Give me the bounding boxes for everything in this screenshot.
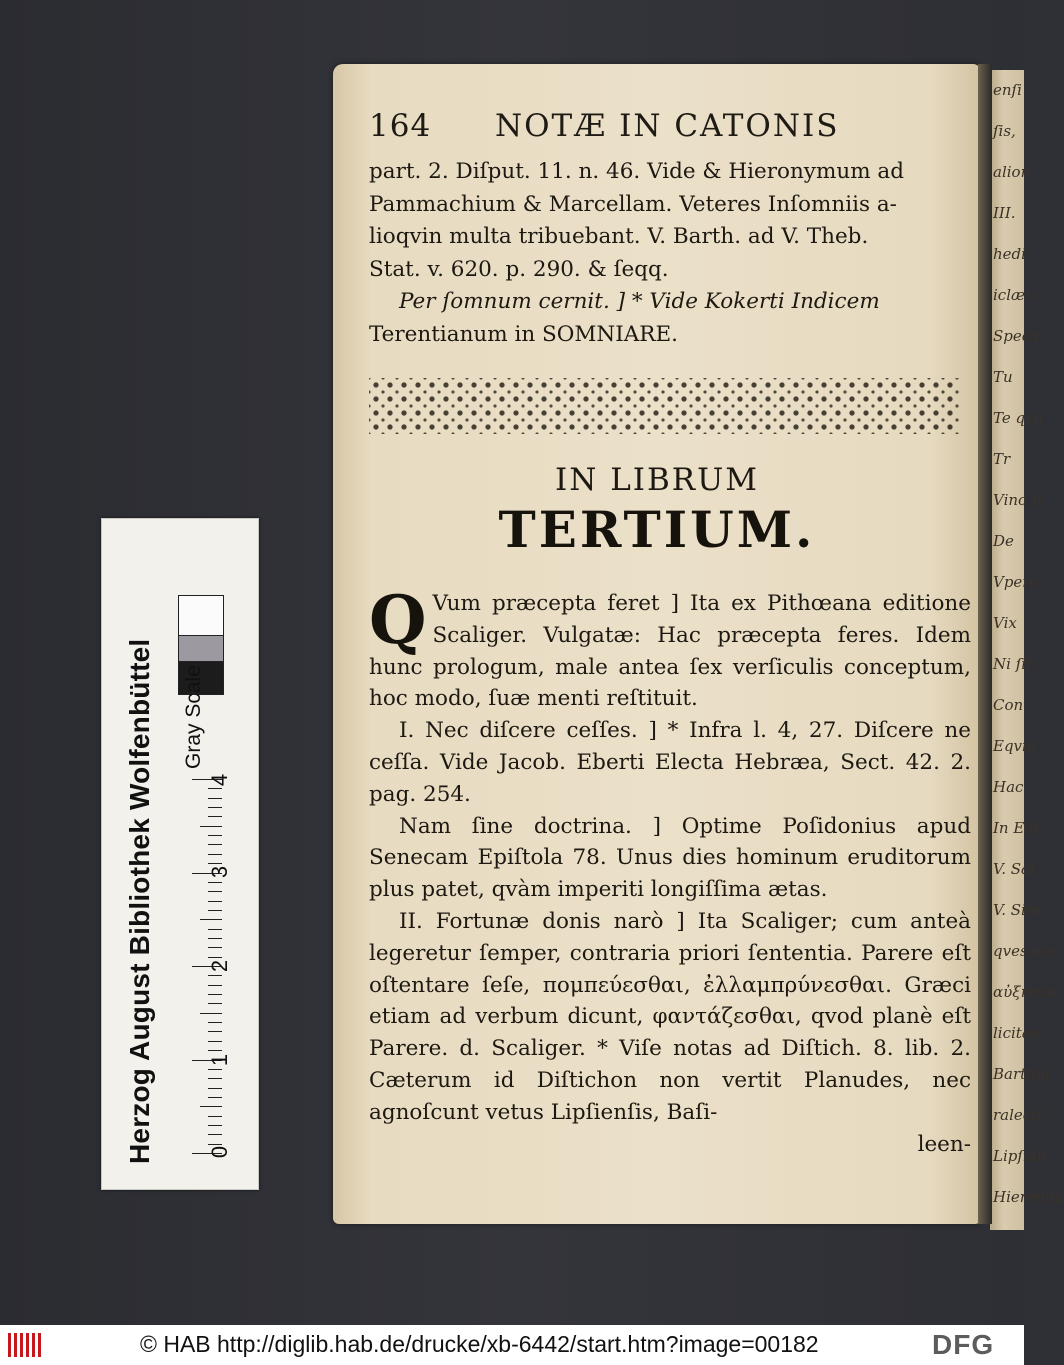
text-line: Stat. v. 620. p. 290. & ſeqq. xyxy=(369,256,669,282)
facing-fragment: αὐξήσεσ xyxy=(993,983,1059,1001)
ruler-tick xyxy=(208,816,222,817)
ruler-tick xyxy=(208,901,222,902)
ruler-tick xyxy=(208,1031,222,1032)
facing-fragment: Barthiu xyxy=(993,1065,1051,1083)
gutter-shadow xyxy=(978,64,992,1224)
facing-fragment: alion xyxy=(993,163,1031,181)
ruler-tick xyxy=(208,994,222,995)
lemma: Per ſomnum cernit. ] * Vide Kokerti Indicem xyxy=(399,289,880,314)
text-line xyxy=(369,286,969,319)
ruler-tick xyxy=(208,1022,222,1023)
ruler-tick xyxy=(208,891,222,892)
paragraph xyxy=(369,581,971,715)
paragraph: II. Fortunæ donis narò ] Ita Scaliger; cum anteà legeretur ſemper, contraria priori ſententia. Parere eſt oſtentare ſeſe, πομπεύεσθαι, ἐλλαμπρύνεσθαι. Græci etiam ad verbum dicunt, φαντάζεσθαι, qvod planè eſt Parere. d. Scaliger. * Viſe notas ad Diſtich. 8. lib. 2. Cæterum id Diſtichon non vertit Planudes, nec agnoſcunt vetus Lipſienſis, Baſi- xyxy=(369,908,971,1125)
paragraph-text: Vum præcepta feret ] Ita ex Pithœana editione Scaliger. Vulgatæ: Hac præcepta feres. Idem hunc prologum, male antea ſex verſiculis conceptum, hoc modo, ſuæ menti reſtituit. xyxy=(369,591,971,712)
ruler-tick xyxy=(208,1050,222,1051)
ruler-tick xyxy=(208,844,222,845)
text-line: part. 2. Diſput. 11. n. 46. Vide & Hieronymum ad xyxy=(369,159,904,184)
ruler-tick xyxy=(208,788,222,789)
ruler-tick xyxy=(208,807,222,808)
facing-fragment: In Edi xyxy=(993,819,1039,837)
ruler-tick xyxy=(208,1134,222,1135)
facing-fragment: Te qvo xyxy=(993,409,1043,427)
section-heading-large: TERTIUM. xyxy=(498,500,816,559)
running-title: NOTÆ IN CATONIS xyxy=(495,108,840,144)
ruler-tick xyxy=(208,975,222,976)
ruler-tick xyxy=(208,1078,222,1079)
ruler-tick xyxy=(200,1013,222,1014)
facing-fragment: Speca xyxy=(993,327,1040,345)
ruler-tick xyxy=(200,826,222,827)
ruler-tick xyxy=(208,929,222,930)
text-line: Pammachium & Marcellam. Veteres Inſomniis a- xyxy=(369,191,897,217)
book-page xyxy=(333,64,981,1224)
printers-ornament xyxy=(369,378,959,434)
ruler-tick xyxy=(208,1003,222,1004)
ruler-tick xyxy=(208,863,222,864)
facing-fragment: ralecti xyxy=(993,1106,1043,1124)
gray-swatch xyxy=(178,635,224,663)
ruler-tick xyxy=(208,947,222,948)
facing-fragment: De xyxy=(993,532,1014,550)
ruler-tick xyxy=(208,1088,222,1089)
institution-label: Herzog August Bibliothek Wolfenbüttel xyxy=(124,638,155,1164)
facing-fragment: Vino p xyxy=(993,491,1042,509)
ruler-tick xyxy=(200,919,222,920)
paragraph: Nam ſine doctrina. ] Optime Poſidonius apud Senecam Epiſtola 78. Unus dies hominum eruditorum plus patet, qvàm imperiti longiſſima ætas. xyxy=(369,813,971,903)
hab-logo-icon xyxy=(8,1333,44,1357)
facing-fragment: Vpere xyxy=(993,573,1039,591)
facing-fragment: III. xyxy=(993,204,1016,222)
facing-fragment: Tu xyxy=(993,368,1013,386)
copyright-url[interactable]: © HAB http://diglib.hab.de/drucke/xb-6442/start.htm?image=00182 xyxy=(140,1331,819,1357)
text-line: Terentianum in SOMNIARE. xyxy=(369,321,678,347)
section-heading-small: IN LIBRUM xyxy=(554,462,760,498)
facing-fragment: Vix xyxy=(993,614,1017,632)
facing-fragment: licitas xyxy=(993,1024,1039,1042)
facing-fragment: Tr xyxy=(993,450,1011,468)
scale-number: 0 xyxy=(207,1145,233,1159)
facing-fragment: V. Sim xyxy=(993,901,1041,919)
ruler-tick xyxy=(208,985,222,986)
ruler-tick xyxy=(208,835,222,836)
ruler-tick xyxy=(208,1041,222,1042)
gray-scale-label: Gray Scale xyxy=(182,665,205,769)
drop-capital: Q xyxy=(369,581,427,659)
ruler-tick xyxy=(208,1097,222,1098)
facing-fragment: Con xyxy=(993,696,1024,714)
facing-fragment: hedi xyxy=(993,245,1026,263)
ruler-tick xyxy=(208,882,222,883)
facing-fragment: qves ma xyxy=(993,942,1056,960)
notes-body xyxy=(369,581,971,1160)
ruler-tick xyxy=(208,798,222,799)
running-head xyxy=(369,108,969,148)
ruler-tick xyxy=(208,957,222,958)
ruler-tick xyxy=(208,1069,222,1070)
facing-fragment: Hac xyxy=(993,778,1024,796)
dfg-logo: DFG xyxy=(932,1329,995,1360)
facing-fragment: ſis, xyxy=(993,122,1016,140)
facing-fragment: V. Sal xyxy=(993,860,1035,878)
page-number: 164 xyxy=(369,108,432,144)
ruler-tick xyxy=(208,854,222,855)
facing-fragment: Lipſien xyxy=(993,1147,1047,1165)
facing-fragment: enſi xyxy=(993,81,1022,99)
ruler-tick xyxy=(208,938,222,939)
paragraph: I. Nec diſcere ceſſes. ] * Infra l. 4, 27. Diſcere ne ceſſa. Vide Jacob. Eberti Electa Hebræa, Sect. 42. 2. pag. 254. xyxy=(369,718,971,807)
facing-fragment: iclæu xyxy=(993,286,1035,304)
text-line: lioqvin multa tribuebant. V. Barth. ad V. Theb. xyxy=(369,224,869,249)
ruler-tick xyxy=(208,1116,222,1117)
white-swatch xyxy=(178,595,224,637)
continued-note xyxy=(369,156,969,351)
scale-number: 4 xyxy=(207,773,233,787)
catchword: leen- xyxy=(917,1131,971,1157)
facing-fragment: Eqvia xyxy=(993,737,1036,755)
ruler-tick xyxy=(208,1144,222,1145)
scale-number: 2 xyxy=(207,959,233,973)
footer-bar xyxy=(0,1325,1024,1365)
ruler-tick xyxy=(200,1106,222,1107)
facing-fragment: Hieremia xyxy=(993,1188,1064,1206)
ruler-tick xyxy=(208,1125,222,1126)
scale-number: 1 xyxy=(207,1053,233,1067)
ruler-tick xyxy=(208,910,222,911)
facing-fragment: Ni ſit, xyxy=(993,655,1037,673)
facing-page-edge xyxy=(990,70,1064,1230)
scale-number: 3 xyxy=(207,865,233,879)
color-scale-card xyxy=(101,518,259,1190)
